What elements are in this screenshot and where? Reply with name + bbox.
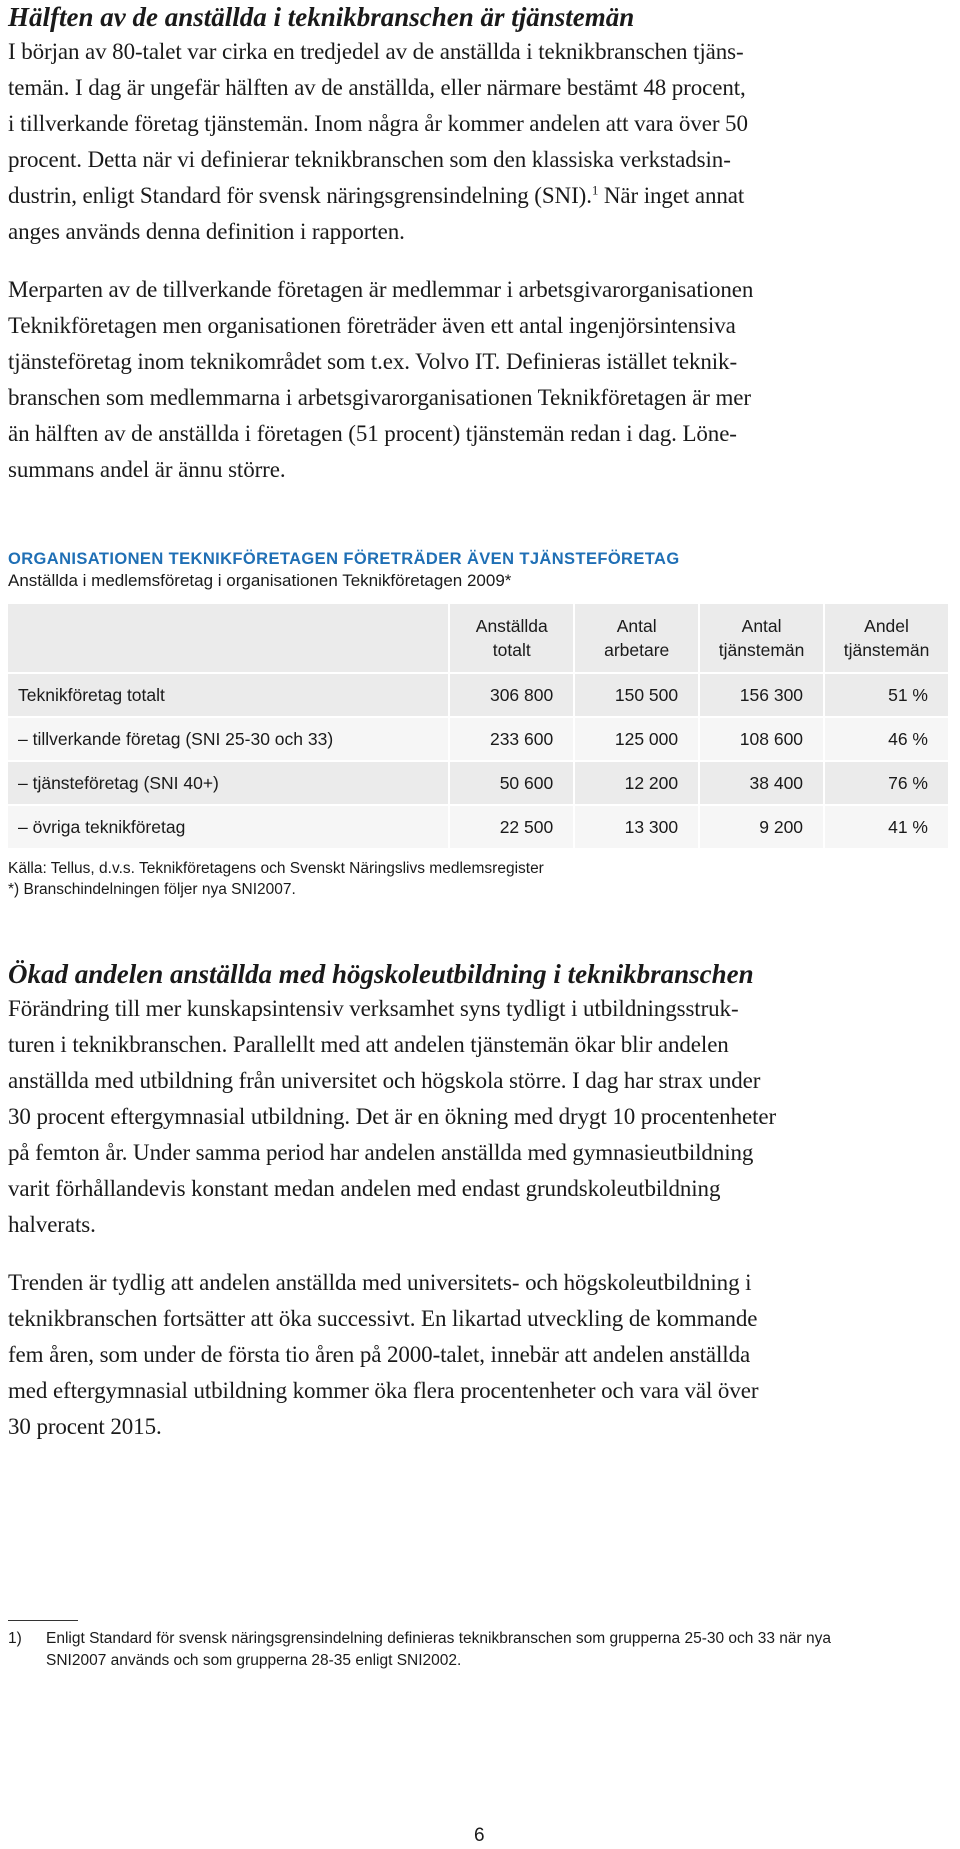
table-note: *) Branschindelningen följer nya SNI2007. <box>8 881 296 898</box>
table-cell: 156 300 <box>700 674 825 718</box>
column-header <box>825 604 950 674</box>
table-block <box>8 548 948 900</box>
section-heading: Hälften av de anställda i teknikbranschen är tjänstemän <box>8 2 635 32</box>
text-line: 30 procent 2015. <box>8 1414 162 1439</box>
text-line: Merparten av de tillverkande företagen är medlemmar i arbetsgivarorganisationen <box>8 277 754 302</box>
row-label: – övriga teknikföretag <box>8 806 450 850</box>
text-line: summans andel är ännu större. <box>8 457 286 482</box>
text-line: 30 procent eftergymnasial utbildning. Det är en ökning med drygt 10 procentenheter <box>8 1104 777 1129</box>
table-cell: 46 % <box>825 718 950 762</box>
table-cell: 150 500 <box>575 674 700 718</box>
table-header-row <box>8 604 950 674</box>
header-line: Andel <box>864 616 909 636</box>
column-header <box>575 604 700 674</box>
footnote <box>8 1628 948 1672</box>
header-line: tjänstemän <box>843 640 930 660</box>
text-line: I början av 80-talet var cirka en tredjedel av de anställda i teknikbranschen tjäns- <box>8 39 744 64</box>
section-heading: Ökad andelen anställda med högskoleutbildning i teknikbranschen <box>8 959 754 989</box>
paragraph-3 <box>8 991 948 1243</box>
header-line: Antal <box>616 616 657 636</box>
table-row <box>8 762 950 806</box>
table-cell: 306 800 <box>450 674 575 718</box>
paragraph-1 <box>8 34 948 250</box>
table-cell: 50 600 <box>450 762 575 806</box>
text-line: procent. Detta när vi definierar teknikbranschen som den klassiska verkstadsin- <box>8 147 731 172</box>
table-cell: 76 % <box>825 762 950 806</box>
table-subtitle: Anställda i medlemsföretag i organisationen Teknikföretagen 2009* <box>8 571 512 590</box>
header-line: tjänstemän <box>718 640 805 660</box>
header-line: Antal <box>741 616 782 636</box>
header-line: Anställda <box>475 616 548 636</box>
text-line: än hälften av de anställda i företagen (51 procent) tjänstemän redan i dag. Löne- <box>8 421 737 446</box>
text-line: tjänsteföretag inom teknikområdet som t.ex. Volvo IT. Definieras istället teknik- <box>8 349 738 374</box>
paragraph-4 <box>8 1265 948 1445</box>
text-line: turen i teknikbranschen. Parallellt med att andelen tjänstemän ökar blir andelen <box>8 1032 729 1057</box>
text-line <box>8 178 948 214</box>
text-line: branschen som medlemmarna i arbetsgivarorganisationen Teknikföretagen är mer <box>8 385 751 410</box>
table-notes <box>8 858 948 900</box>
row-label: – tillverkande företag (SNI 25-30 och 33) <box>8 718 450 762</box>
table-cell: 233 600 <box>450 718 575 762</box>
footnote-marker: 1) <box>8 1630 22 1647</box>
section-hogskoleutbildning <box>8 957 948 1445</box>
table-cell: 22 500 <box>450 806 575 850</box>
column-header <box>450 604 575 674</box>
text-line: på femton år. Under samma period har andelen anställda med gymnasieutbildning <box>8 1140 754 1165</box>
table-row <box>8 718 950 762</box>
employees-table <box>8 604 950 850</box>
table-cell: 108 600 <box>700 718 825 762</box>
text-line: i tillverkande företag tjänstemän. Inom några år kommer andelen att vara över 50 <box>8 111 748 136</box>
text-line: varit förhållandevis konstant medan andelen med endast grundskoleutbildning <box>8 1176 721 1201</box>
text-line: med eftergymnasial utbildning kommer öka flera procentenheter och vara väl över <box>8 1378 759 1403</box>
text-line: anges används denna definition i rapporten. <box>8 219 405 244</box>
text-span: dustrin, enligt Standard för svensk näringsgrensindelning (SNI). <box>8 183 592 208</box>
header-line: arbetare <box>604 640 670 660</box>
table-row <box>8 806 950 850</box>
footnote-line: Enligt Standard för svensk näringsgrensindelning definieras teknikbranschen som grupperna 25-30 och 33 när nya <box>46 1630 831 1647</box>
text-line: Trenden är tydlig att andelen anställda med universitets- och högskoleutbildning i <box>8 1270 752 1295</box>
footnote-divider <box>8 1620 78 1621</box>
row-label: – tjänsteföretag (SNI 40+) <box>8 762 450 806</box>
paragraph-2 <box>8 272 948 488</box>
table-cell: 125 000 <box>575 718 700 762</box>
text-span: När inget annat <box>598 183 745 208</box>
text-line: Teknikföretagen men organisationen företräder även ett antal ingenjörsintensiva <box>8 313 736 338</box>
footnote-ref: 1 <box>591 182 599 198</box>
footnote-text <box>46 1628 831 1672</box>
text-line: Förändring till mer kunskapsintensiv verksamhet syns tydligt i utbildningsstruk- <box>8 996 739 1021</box>
table-cell: 12 200 <box>575 762 700 806</box>
page-number: 6 <box>474 1825 485 1846</box>
section-tjanstemen <box>8 0 948 488</box>
table-title: ORGANISATIONEN TEKNIKFÖRETAGEN FÖRETRÄDER ÄVEN TJÄNSTEFÖRETAG <box>8 550 680 568</box>
table-cell: 51 % <box>825 674 950 718</box>
table-row <box>8 674 950 718</box>
footnote-line: SNI2007 används och som grupperna 28-35 enligt SNI2002. <box>46 1652 462 1669</box>
text-line: temän. I dag är ungefär hälften av de anställda, eller närmare bestämt 48 procent, <box>8 75 746 100</box>
table-cell: 9 200 <box>700 806 825 850</box>
text-line: anställda med utbildning från universitet och högskola större. I dag har strax under <box>8 1068 761 1093</box>
text-line: fem åren, som under de första tio åren på 2000-talet, innebär att andelen anställda <box>8 1342 751 1367</box>
text-line: halverats. <box>8 1212 96 1237</box>
table-cell: 41 % <box>825 806 950 850</box>
header-line: totalt <box>492 640 531 660</box>
row-label: Teknikföretag totalt <box>8 674 450 718</box>
table-cell: 38 400 <box>700 762 825 806</box>
table-cell: 13 300 <box>575 806 700 850</box>
text-line: teknikbranschen fortsätter att öka successivt. En likartad utveckling de kommande <box>8 1306 758 1331</box>
table-source: Källa: Tellus, d.v.s. Teknikföretagens och Svenskt Näringslivs medlemsregister <box>8 860 544 877</box>
column-header <box>700 604 825 674</box>
column-header-empty <box>8 604 450 674</box>
